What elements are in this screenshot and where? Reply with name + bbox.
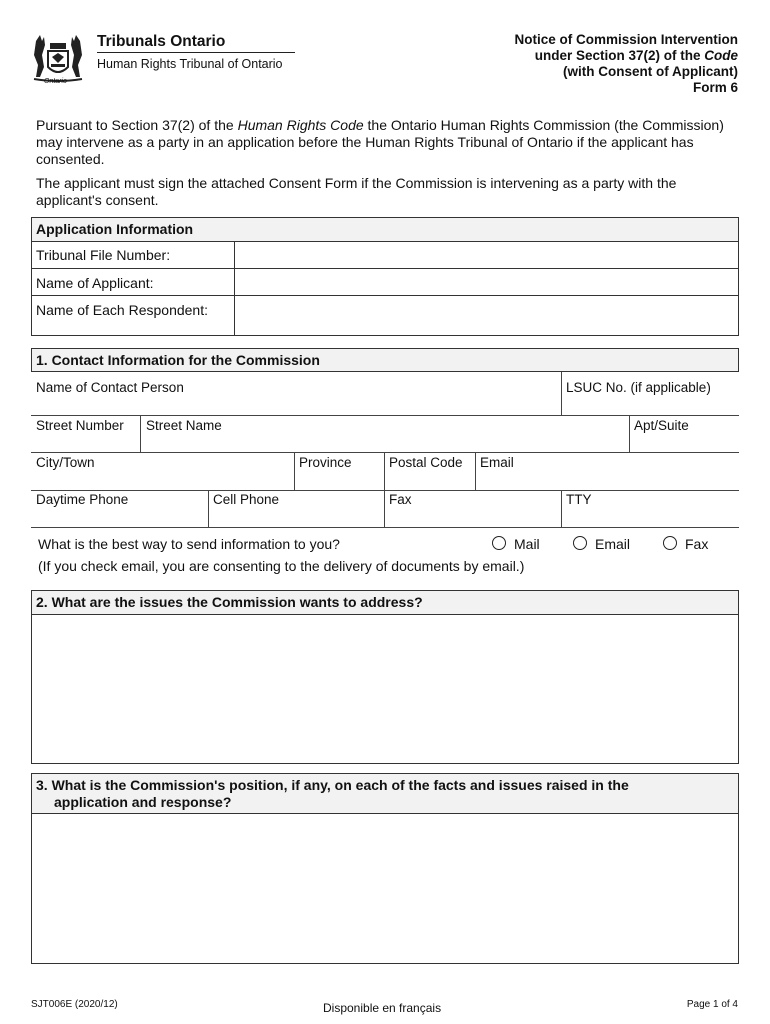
org-divider (97, 52, 295, 53)
form-title (514, 32, 738, 96)
delivery-option-email[interactable] (573, 536, 630, 552)
file-number-label: Tribunal File Number: (36, 247, 171, 263)
lsuc-label: LSUC No. (if applicable) (566, 380, 711, 395)
tty-label: TTY (566, 492, 592, 507)
email-radio[interactable] (573, 536, 587, 550)
row-divider (31, 527, 739, 528)
province-field[interactable] (295, 453, 384, 490)
application-info-table (31, 217, 739, 336)
form-title-line-3: (with Consent of Applicant) (563, 64, 738, 79)
org-subtitle: Human Rights Tribunal of Ontario (97, 57, 283, 71)
tty-field[interactable] (562, 491, 739, 527)
position-textarea[interactable] (32, 815, 738, 963)
delivery-option-mail[interactable] (492, 536, 540, 552)
applicant-row (32, 268, 738, 296)
email-field[interactable] (476, 453, 739, 490)
cell-phone-field[interactable] (209, 491, 384, 527)
delivery-option-fax[interactable] (663, 536, 708, 552)
intro-paragraph-2: The applicant must sign the attached Consent Form if the Commission is intervening as a party with the applicant's consent. (36, 175, 677, 208)
file-number-field[interactable] (235, 241, 738, 268)
apt-suite-field[interactable] (630, 416, 739, 452)
mail-radio[interactable] (492, 536, 506, 550)
ontario-wordmark: Ontario (44, 78, 67, 85)
applicant-name-field[interactable] (235, 269, 738, 296)
daytime-phone-field[interactable] (31, 491, 208, 527)
cell-phone-label: Cell Phone (213, 492, 280, 507)
form-title-line-2: under Section 37(2) of the Code (534, 48, 738, 63)
mail-option-label: Mail (514, 536, 540, 552)
application-info-heading: Application Information (32, 218, 738, 242)
section-1-heading: 1. Contact Information for the Commission (31, 348, 739, 372)
section-3-heading-line-1: 3. What is the Commission's position, if any, on each of the facts and issues raised in the (36, 777, 629, 793)
respondent-name-field[interactable] (235, 296, 738, 337)
respondent-row (32, 295, 738, 337)
section-3-heading-line-2: application and response? (54, 794, 232, 810)
contact-person-label: Name of Contact Person (36, 380, 184, 395)
postal-code-label: Postal Code (389, 455, 463, 470)
fax-label: Fax (389, 492, 412, 507)
delivery-note: (If you check email, you are consenting to the delivery of documents by email.) (38, 558, 525, 574)
street-name-field[interactable] (141, 416, 629, 452)
fax-radio[interactable] (663, 536, 677, 550)
fax-option-label: Fax (685, 536, 709, 552)
street-name-label: Street Name (146, 418, 222, 433)
org-name: Tribunals Ontario (97, 33, 226, 50)
section-3-heading (32, 774, 738, 814)
form-number: Form 6 (692, 80, 738, 95)
section-2-box (31, 590, 739, 764)
page-number: Page 1 of 4 (686, 999, 738, 1010)
intro-paragraph-1: Pursuant to Section 37(2) of the Human Rights Code the Ontario Human Rights Commission (the Commission) may intervene as a party in an application before the Human Rights Tribunal of Ontario if the applicant has consented. (36, 117, 724, 167)
form-code: SJT006E (2020/12) (31, 999, 118, 1010)
contact-person-field[interactable] (31, 372, 561, 415)
street-number-label: Street Number (36, 418, 124, 433)
section-2-heading: 2. What are the issues the Commission wants to address? (32, 591, 738, 615)
lsuc-field[interactable] (562, 372, 739, 415)
email-label: Email (480, 455, 514, 470)
applicant-name-label: Name of Applicant: (36, 275, 154, 291)
form-title-line-1: Notice of Commission Intervention (514, 32, 738, 47)
fax-field[interactable] (385, 491, 561, 527)
section-3-box (31, 773, 739, 964)
french-availability: Disponible en français (323, 1001, 442, 1015)
email-option-label: Email (595, 536, 631, 552)
file-number-row (32, 241, 738, 268)
daytime-phone-label: Daytime Phone (36, 492, 129, 507)
respondent-name-label: Name of Each Respondent: (36, 302, 208, 318)
street-number-field[interactable] (31, 416, 140, 452)
city-label: City/Town (36, 455, 95, 470)
province-label: Province (299, 455, 352, 470)
city-field[interactable] (31, 453, 294, 490)
apt-suite-label: Apt/Suite (634, 418, 689, 433)
issues-textarea[interactable] (32, 615, 738, 763)
postal-code-field[interactable] (385, 453, 475, 490)
delivery-question: What is the best way to send information to you? (38, 536, 340, 552)
